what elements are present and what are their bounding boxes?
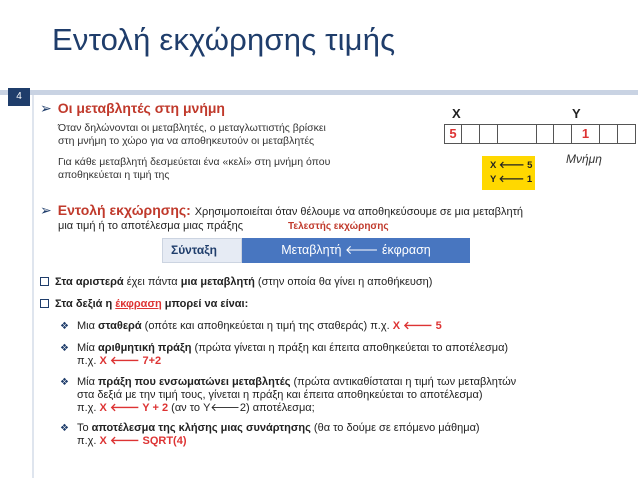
slide-number: 4 <box>8 88 30 106</box>
item4-pre: π.χ. <box>77 435 100 447</box>
diamond-bullet-icon: ❖ <box>60 343 69 354</box>
slide-title: Εντολή εκχώρησης τιμής <box>52 22 396 57</box>
operator-label: Τελεστής εκχώρησης <box>288 221 389 232</box>
bullet-left <box>40 276 630 289</box>
section1-heading-row <box>40 100 225 117</box>
memory-caption: Μνήμη <box>566 152 602 166</box>
item4-a: Το <box>76 422 92 434</box>
para2-line2: αποθηκεύεται η τιμή της <box>58 169 170 181</box>
memory-cell <box>462 124 480 144</box>
sub-item-2-example <box>77 355 161 368</box>
item3-pre: π.χ. <box>77 402 100 414</box>
section1-heading: Οι μεταβλητές στη μνήμη <box>57 100 225 116</box>
memory-cell-y: 1 <box>572 124 600 144</box>
item3-post: (αν το Y🡐2) αποτέλεσμα; <box>168 402 315 414</box>
item4-c: (θα το δούμε σε επόμενο μάθημα) <box>310 422 480 434</box>
diamond-bullet-icon: ❖ <box>60 423 69 434</box>
item2-c: (πρώτα γίνεται η πράξη και έπειτα αποθηκεύεται το αποτέλεσμα) <box>191 342 509 354</box>
left-vertical-line <box>32 95 34 478</box>
memory-cell <box>480 124 498 144</box>
arrow-bullet-icon: ➢ <box>40 100 52 116</box>
sub-item-2 <box>60 342 635 355</box>
left-bold2: μια μεταβλητή <box>180 276 255 288</box>
assignment-example-x: X 🡐 5 <box>490 160 533 171</box>
item4-b: αποτέλεσμα της κλήσης μιας συνάρτησης <box>91 422 311 434</box>
memory-x-label: X <box>452 106 461 121</box>
item1-example: X 🡐 5 <box>392 320 442 332</box>
memory-cells <box>444 124 636 144</box>
section1-para1 <box>58 122 326 148</box>
sub-item-3-example <box>77 402 315 415</box>
sub-item-1 <box>60 320 630 333</box>
memory-cell <box>536 124 554 144</box>
item2-pre: π.χ. <box>77 355 100 367</box>
assignment-example-box <box>482 156 535 190</box>
sub-item-3 <box>60 376 635 389</box>
square-bullet-icon <box>40 299 49 308</box>
section2-heading: Εντολή εκχώρησης: <box>57 202 191 218</box>
title-rule <box>0 90 638 95</box>
sub-item-3-line2: στα δεξιά με την τιμή τους, γίνεται η πράξη και έπειτα αποθηκεύεται το αποτέλεσμα) <box>77 389 483 401</box>
diamond-bullet-icon: ❖ <box>60 321 69 332</box>
bullet-right <box>40 298 630 311</box>
para1-line2: στη μνήμη το χώρο για να αποθηκευτούν οι μεταβλητές <box>58 135 315 147</box>
memory-cell <box>600 124 618 144</box>
item4-example: X 🡐 SQRT(4) <box>99 435 187 447</box>
section2-heading-row <box>40 202 630 219</box>
item3-a: Μία <box>76 376 98 388</box>
right-red: έκφραση <box>115 298 162 310</box>
para2-line1: Για κάθε μεταβλητή δεσμεύεται ένα «κελί» στη μνήμη όπου <box>58 156 331 168</box>
diamond-bullet-icon: ❖ <box>60 377 69 388</box>
item2-a: Μία <box>76 342 98 354</box>
syntax-expression: Μεταβλητή 🡐 έκφραση <box>242 238 470 263</box>
left-rest2: (στην οποία θα γίνει η αποθήκευση) <box>254 276 433 288</box>
item2-example: X 🡐 7+2 <box>99 355 162 367</box>
left-rest1: έχει πάντα <box>123 276 181 288</box>
right-rest: μπορεί να είναι: <box>161 298 249 310</box>
memory-cell <box>554 124 572 144</box>
left-bold: Στα αριστερά <box>55 276 124 288</box>
para1-line1: Όταν δηλώνονται οι μεταβλητές, ο μεταγλωττιστής βρίσκει <box>58 122 326 134</box>
memory-gap <box>498 124 536 144</box>
assignment-example-y: Y 🡐 1 <box>490 174 533 185</box>
sub-item-4 <box>60 422 635 435</box>
arrow-bullet-icon: ➢ <box>40 202 52 218</box>
section2-text-line1: Χρησιμοποιείται όταν θέλουμε να αποθηκεύσουμε σε μια μεταβλητή <box>194 206 524 218</box>
memory-cell-x: 5 <box>444 124 462 144</box>
memory-y-label: Y <box>572 106 581 121</box>
item3-example: X 🡐 Y + 2 <box>99 402 169 414</box>
section2-text-line2: μια τιμή ή το αποτέλεσμα μιας πράξης <box>58 220 244 232</box>
item2-b: αριθμητική πράξη <box>98 342 192 354</box>
item1-c: (οπότε και αποθηκεύεται η τιμή της σταθεράς) π.χ. <box>141 320 393 332</box>
square-bullet-icon <box>40 277 49 286</box>
item1-a: Μια <box>76 320 98 332</box>
syntax-label: Σύνταξη <box>162 238 242 263</box>
item1-b: σταθερά <box>98 320 142 332</box>
memory-cell <box>618 124 636 144</box>
section1-para2 <box>58 156 330 182</box>
item3-b: πράξη που ενσωματώνει μεταβλητές <box>98 376 291 388</box>
sub-item-4-example <box>77 435 187 448</box>
right-bold: Στα δεξιά η <box>55 298 116 310</box>
item3-c: (πρώτα αντικαθίσταται η τιμή των μεταβλητών <box>290 376 517 388</box>
